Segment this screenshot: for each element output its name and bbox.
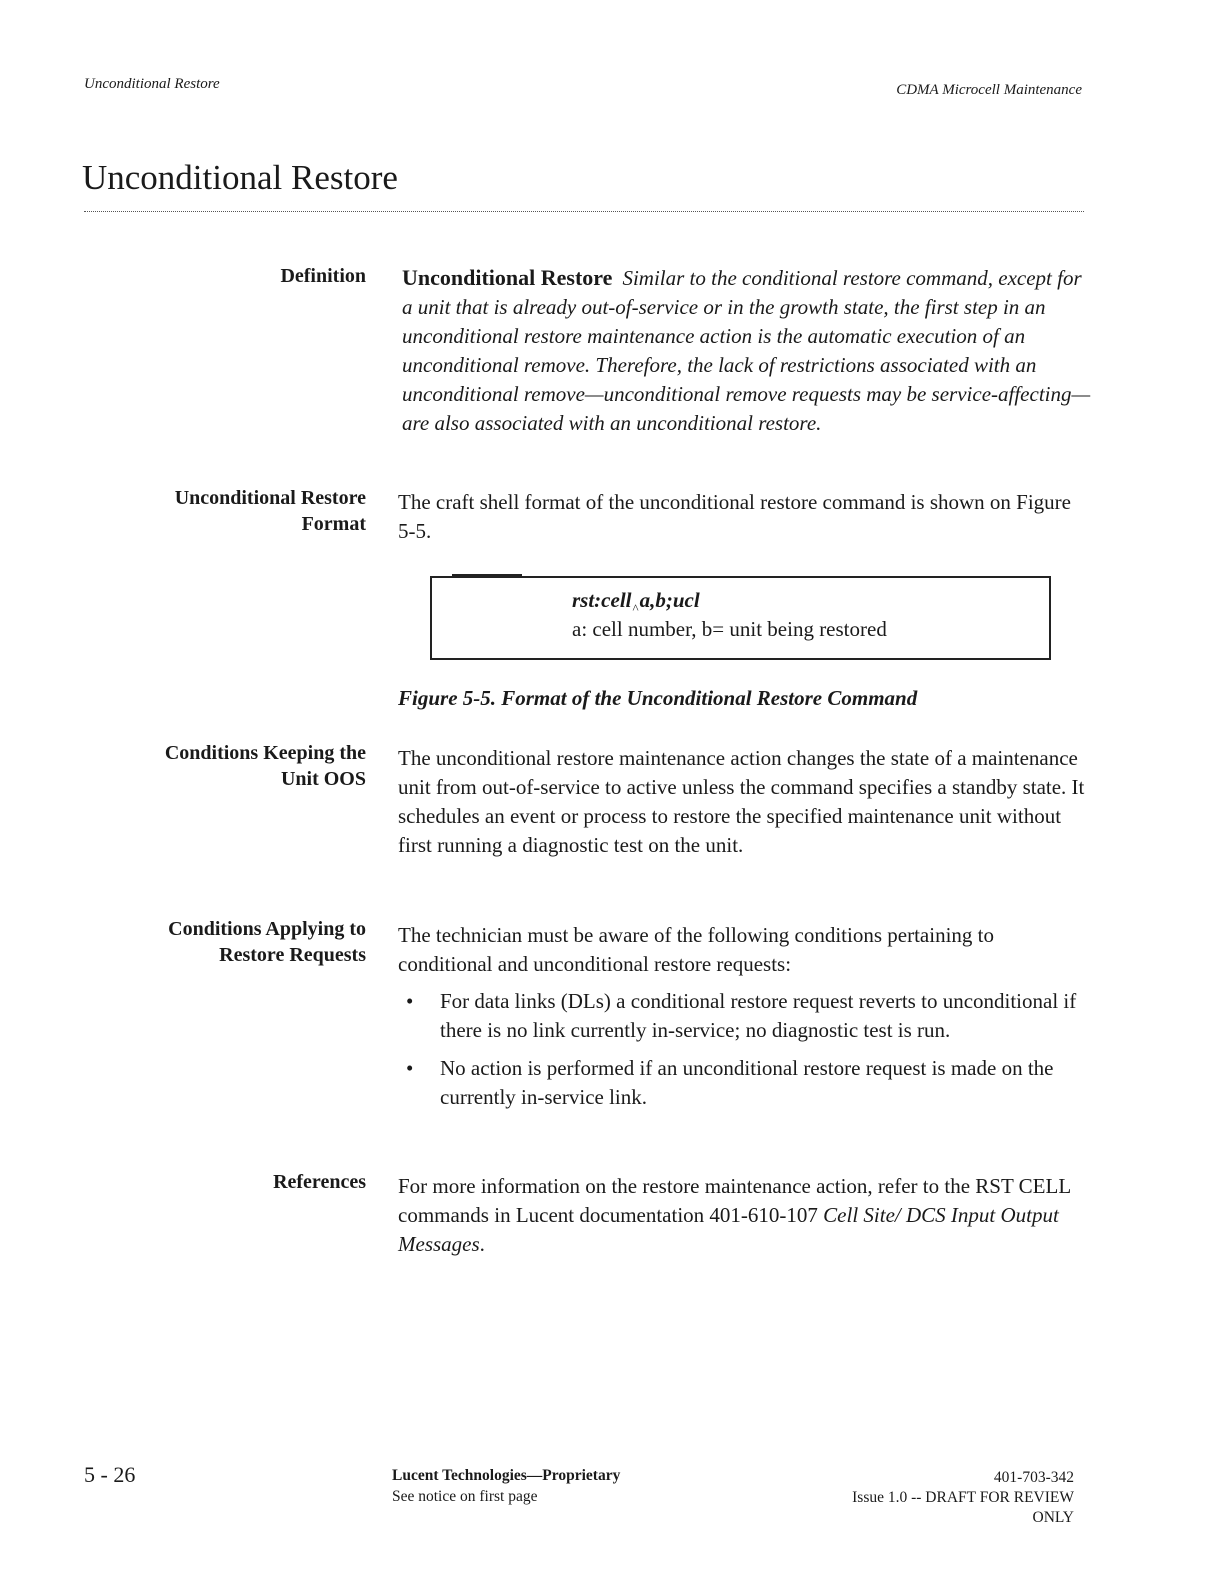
format-text: The craft shell format of the unconditional restore command is shown on Figure 5-5.	[398, 490, 1071, 543]
references-label: References	[273, 1171, 366, 1193]
page-number: 5 - 26	[84, 1462, 136, 1487]
command-syntax-suffix: a,b;ucl	[639, 588, 700, 612]
list-item	[398, 1054, 1088, 1112]
footer-issue-line2: ONLY	[1032, 1509, 1074, 1526]
command-syntax	[572, 588, 700, 617]
references-body	[398, 1172, 1088, 1259]
page-title: Unconditional Restore	[82, 158, 398, 197]
list-item-text: No action is performed if an unconditional restore request is made on the currently in-service link.	[440, 1056, 1054, 1109]
references-doc-title: Cell Site/ DCS Input Output Messages	[398, 1203, 1059, 1256]
footer-right	[774, 1468, 1074, 1528]
footer-doc-number: 401-703-342	[993, 1469, 1074, 1486]
command-syntax-prefix: rst:cell	[572, 588, 632, 612]
applying-bullet-list	[398, 987, 1088, 1112]
running-header-right: CDMA Microcell Maintenance	[896, 82, 1082, 98]
command-description: a: cell number, b= unit being restored	[572, 617, 887, 641]
list-item	[398, 987, 1088, 1045]
title-divider	[84, 211, 1084, 212]
list-item-text: For data links (DLs) a conditional restore request reverts to unconditional if there is no link currently in-service; no diagnostic test is run.	[440, 989, 1077, 1042]
definition-term: Unconditional Restore	[402, 265, 613, 290]
footer-company: Lucent Technologies—Proprietary	[392, 1467, 621, 1484]
format-label-line1: Unconditional Restore	[174, 487, 366, 509]
bullet-icon: •	[406, 989, 414, 1013]
format-label-line2: Format	[301, 513, 366, 535]
keeping-oos-label-line2: Unit OOS	[280, 768, 366, 790]
running-header-left: Unconditional Restore	[84, 76, 220, 92]
bullet-icon: •	[406, 1056, 414, 1080]
applying-label-line1: Conditions Applying to	[168, 918, 366, 940]
definition-label: Definition	[280, 265, 366, 287]
footer-notice: See notice on first page	[392, 1488, 538, 1505]
command-box	[430, 576, 1051, 660]
footer-issue: Issue 1.0 -- DRAFT FOR REVIEW	[852, 1489, 1074, 1506]
references-text: For more information on the restore maintenance action, refer to the RST CELL commands in Lucent documentation 401-610-107	[398, 1174, 1071, 1227]
keeping-oos-body	[398, 744, 1088, 860]
keeping-oos-label-line1: Conditions Keeping the	[164, 742, 366, 764]
references-end: .	[479, 1232, 485, 1256]
applying-label-line2: Restore Requests	[219, 944, 366, 966]
format-label	[106, 485, 366, 537]
applying-label	[106, 916, 366, 968]
space-caret-symbol: ^	[632, 601, 639, 616]
keeping-oos-label	[106, 740, 366, 792]
applying-body	[398, 921, 1088, 1121]
figure-caption: Figure 5-5. Format of the Unconditional Restore Command	[398, 686, 918, 710]
applying-intro: The technician must be aware of the following conditions pertaining to conditional and unconditional restore requests:	[398, 923, 994, 976]
format-body	[398, 488, 1088, 546]
footer-center	[392, 1465, 620, 1507]
definition-body	[402, 263, 1092, 438]
definition-text: Similar to the conditional restore command, except for a unit that is already out-of-service or in the growth state, the first step in an unconditional restore maintenance action is the automatic execution of an unconditional remove. Therefore, the lack of restrictions associated with an unconditional remove—unconditional remove requests may be service-affecting—are also associated with an unconditional restore.	[402, 266, 1091, 435]
keeping-oos-text: The unconditional restore maintenance action changes the state of a maintenance unit from out-of-service to active unless the command specifies a standby state. It schedules an event or process to restore the specified maintenance unit without first running a diagnostic test on the unit.	[398, 746, 1085, 857]
